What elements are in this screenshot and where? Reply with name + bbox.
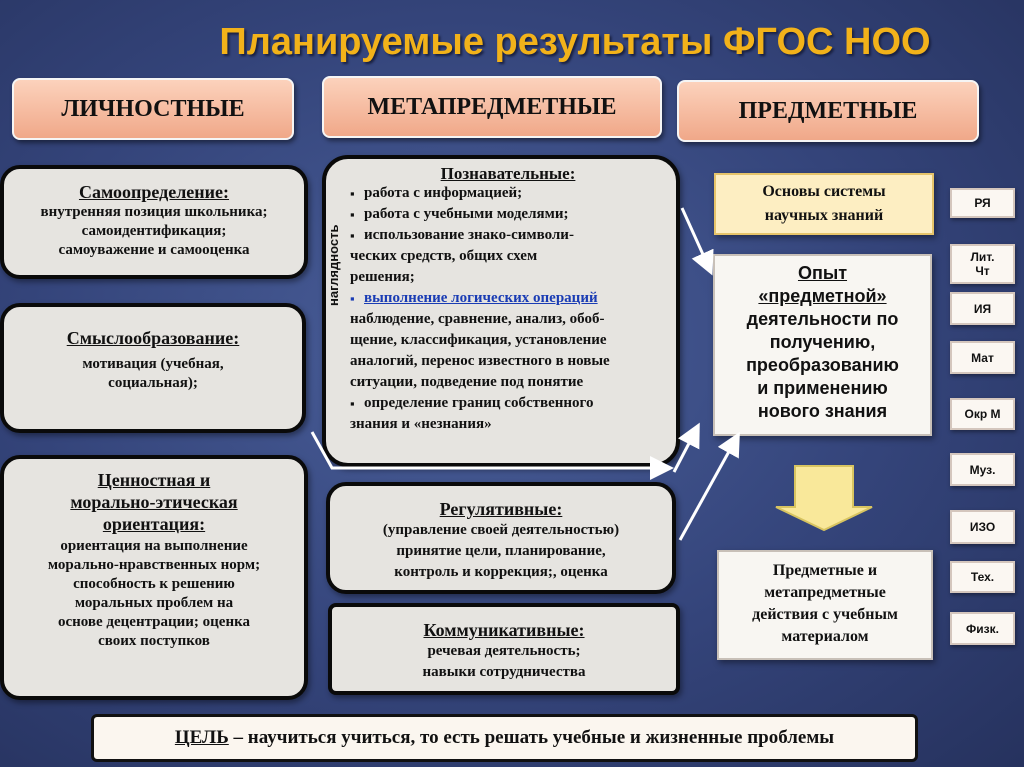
arrow-up-right — [674, 428, 697, 472]
subject-math: Мат — [950, 341, 1015, 374]
communicative-heading: Коммуникативные: — [423, 620, 585, 640]
goal-label: ЦЕЛЬ — [174, 727, 229, 748]
experience-line-2: «предметной» — [758, 286, 887, 306]
subject-foreign-language: ИЯ — [950, 292, 1015, 325]
knowledge-base-box: Основы системы научных знаний — [714, 173, 934, 235]
cognitive-item: ческих средств, общих схем — [350, 248, 538, 264]
page-title: Планируемые результаты ФГОС НОО — [219, 21, 931, 63]
value-orientation-text: ориентация на выполнение морально-нравственных норм; способность к решению моральных проблем на основе децентрации; оценка своих поступков — [47, 538, 261, 649]
regulative-text: (управление своей деятельностью) принятие цели, планирование, контроль и коррекция;, оценка — [382, 522, 620, 580]
experience-line-1: Опыт — [797, 263, 848, 283]
subject-art: ИЗО — [950, 510, 1015, 544]
visual-aid-label: наглядность — [326, 224, 341, 306]
cognitive-item: аналогий, перенос известного в новые — [350, 353, 610, 369]
self-determination-text: внутренняя позиция школьника; самоидентификация; самоуважение и самооценка — [40, 204, 268, 258]
subject-technology: Тех. — [950, 561, 1015, 593]
cognitive-heading: Познавательные: — [440, 164, 576, 183]
cognitive-item: ситуации, подведение под понятие — [350, 374, 584, 390]
cognitive-item: ▪ определение границ собственного — [350, 393, 666, 414]
subject-literature: Лит. Чт — [950, 244, 1015, 284]
self-determination-heading: Самоопределение: — [78, 182, 230, 202]
arrow-to-experience-bottom — [680, 437, 737, 540]
cognitive-item: знания и «незнания» — [350, 416, 492, 432]
cognitive-item: ▪ работа с учебными моделями; — [350, 204, 666, 225]
meaning-formation-text: мотивация (учебная, социальная); — [82, 356, 224, 391]
cognitive-item: решения; — [350, 269, 415, 285]
goal-box — [91, 714, 918, 762]
category-subject: ПРЕДМЕТНЫЕ — [677, 80, 979, 142]
subject-world: Окр М — [950, 398, 1015, 430]
subject-actions-box: Предметные и метапредметные действия с учебным материалом — [717, 550, 933, 660]
cognitive-item: щение, классификация, установление — [350, 332, 607, 348]
category-metasubject: МЕТАПРЕДМЕТНЫЕ — [322, 76, 662, 138]
regulative-heading: Регулятивные: — [439, 499, 563, 519]
goal-text: – научиться учиться, то есть решать учебные и жизненные проблемы — [228, 727, 835, 748]
experience-text: деятельности по получению, преобразованию и применению нового знания — [746, 309, 899, 421]
cognitive-item: ▪ использование знако-символи- — [350, 225, 666, 246]
meaning-formation-heading: Смыслообразование: — [66, 328, 240, 348]
subject-pe: Физк. — [950, 612, 1015, 645]
logical-operations-link[interactable]: ▪ выполнение логических операций — [350, 288, 666, 309]
subject-music: Муз. — [950, 453, 1015, 486]
value-orientation-heading: Ценностная и морально-этическая ориентация: — [70, 470, 238, 534]
arrow-to-experience-top — [682, 208, 710, 270]
subject-ru: РЯ — [950, 188, 1015, 218]
cognitive-item: наблюдение, сравнение, анализ, обоб- — [350, 311, 605, 327]
category-personal: ЛИЧНОСТНЫЕ — [12, 78, 294, 140]
down-arrow-icon — [776, 466, 872, 530]
cognitive-item: ▪ работа с информацией; — [350, 183, 666, 204]
arrow-cognitive-to-regulative — [312, 432, 668, 468]
communicative-text: речевая деятельность; навыки сотрудничества — [422, 643, 586, 680]
